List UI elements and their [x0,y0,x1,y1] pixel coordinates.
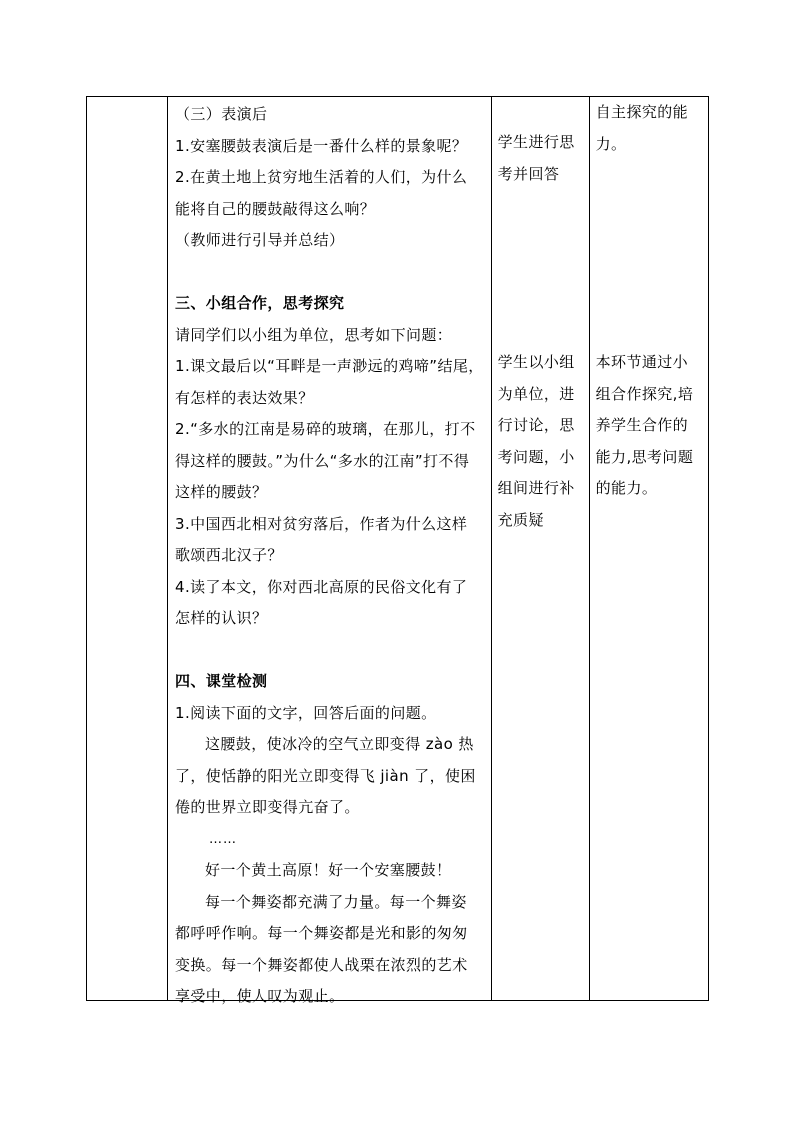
design-intent-text: 力。 [595,134,627,153]
teacher-note: （教师进行引导并总结） [175,231,345,249]
student-activity-text: 行讨论，思 [497,416,575,434]
stage-column-cell [87,97,168,1001]
design-intent-text: 本环节通过小 [595,353,689,371]
question-text: 1.阅读下面的文字，回答后面的问题。 [175,703,437,722]
student-activity-text: 为单位，进 [497,384,575,403]
student-activity-text: 充质疑 [497,510,544,529]
question-text: 2.“多水的江南是易碎的玻璃，在那儿，打不 [175,420,476,438]
passage-text: 变换。每一个舞姿都使人战栗在浓烈的艺术 [175,955,468,974]
design-intent-cell [589,97,708,1001]
passage-text: 都呼呼作响。每一个舞姿都是光和影的匆匆 [175,924,468,942]
teaching-content-cell [168,97,492,1005]
question-text: 歌颂西北汉子？ [175,546,283,564]
design-intent-text: 组合作探究,培 [595,384,694,403]
passage-text: 每一个舞姿都充满了力量。每一个舞姿 [205,892,467,911]
question-text: 有怎样的表达效果？ [175,388,314,407]
part-3-intro: 请同学们以小组为单位，思考如下问题： [175,325,453,344]
design-intent-text: 的能力。 [595,479,658,497]
part-3-title: 三、小组合作，思考探究 [175,294,345,312]
design-intent-text: 养学生合作的 [595,416,689,434]
student-activity-text: 考并回答 [497,164,560,183]
question-text: 1.课文最后以“耳畔是一声渺远的鸡啼”结尾， [175,357,484,375]
student-activity-text: 考问题，小 [497,447,575,466]
question-text: 1.安塞腰鼓表演后是一番什么样的景象呢？ [175,136,468,155]
passage-text: 这腰鼓，使冰冷的空气立即变得 zào 热 [205,735,474,753]
question-text: 3.中国西北相对贫穷落后，作者为什么这样 [175,514,468,533]
student-activity-text: 学生以小组 [497,353,575,371]
design-intent-text: 自主探究的能 [595,103,689,121]
question-text: 能将自己的腰鼓敲得这么响？ [175,199,376,218]
passage-text: 倦的世界立即变得亢奋了。 [175,798,360,816]
design-intent-text: 能力,思考问题 [595,447,694,466]
student-activity-text: 组间进行补 [497,479,575,497]
passage-text: 好一个黄土高原！好一个安塞腰鼓！ [205,861,452,879]
passage-text: 享受中，使人叹为观止。 [175,987,345,1005]
section-3-heading: （三）表演后 [175,105,268,123]
passage-text: 了，使恬静的阳光立即变得飞 jiàn 了，使困 [175,766,476,785]
student-activity-text: 学生进行思 [497,133,575,151]
question-text: 得这样的腰鼓。”为什么“多水的江南”打不得 [175,451,470,470]
student-activity-cell [491,97,589,1001]
part-4-title: 四、课堂检测 [175,672,268,690]
question-text: 2.在黄土地上贫穷地生活着的人们，为什么 [175,168,468,186]
question-text: 4.读了本文，你对西北高原的民俗文化有了 [175,577,468,596]
question-text: 这样的腰鼓？ [175,483,268,501]
lesson-plan-table [86,96,709,1005]
question-text: 怎样的认识？ [175,609,268,627]
ellipsis-text: …… [209,831,237,847]
table-row [87,97,709,1001]
